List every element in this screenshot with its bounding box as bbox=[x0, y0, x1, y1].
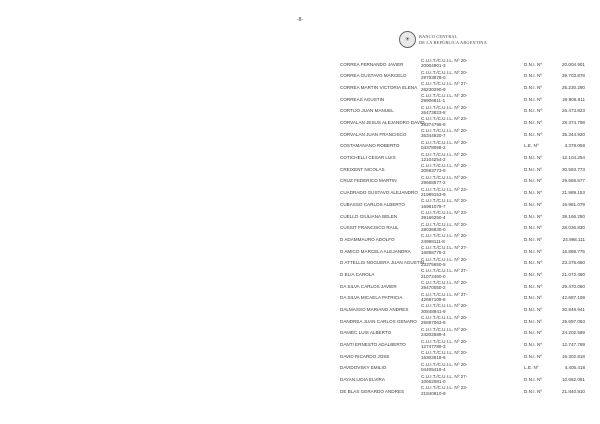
document-type: D.N.I. Nº bbox=[524, 283, 543, 289]
tax-id-label: C.U.I.T./C.U.I.L. Nº 20- bbox=[421, 326, 468, 332]
document-number: 21.840.810 bbox=[562, 388, 585, 394]
tax-id-value: 25697063-6 bbox=[421, 320, 446, 326]
person-name: COSTAMANANO ROBERTO bbox=[340, 143, 400, 149]
document-number: 21.072.460 bbox=[562, 271, 585, 277]
document-number: 26.473.823 bbox=[562, 108, 585, 114]
tax-id bbox=[421, 222, 481, 233]
document-type: D.N.I. Nº bbox=[524, 248, 543, 254]
document-number: 35.344.920 bbox=[562, 131, 585, 137]
tax-id-label: C.U.I.T./C.U.I.L. Nº 20- bbox=[421, 303, 468, 309]
tax-id-label: C.U.I.T./C.U.I.L. Nº 20- bbox=[421, 58, 468, 63]
document-number: 16.898.775 bbox=[562, 248, 585, 254]
person-name: DALMASSO MARIANO ANDRES bbox=[340, 307, 409, 313]
document-number: 29.703.878 bbox=[562, 73, 585, 79]
document-type: D.N.I. Nº bbox=[524, 225, 543, 231]
document-number: 42.687.109 bbox=[562, 295, 585, 301]
person-name: DANDREA JUAN CARLOS GENARO bbox=[340, 318, 417, 324]
person-name: DE BLAS GERARDO ANDRES bbox=[340, 388, 405, 394]
list-item bbox=[340, 257, 585, 269]
document-type: D.N.I. Nº bbox=[524, 131, 543, 137]
person-name: DANTI ERNESTO ADALBERTO bbox=[340, 342, 406, 348]
tax-id-value: 29470050-2 bbox=[421, 285, 446, 291]
list-item bbox=[340, 198, 585, 210]
tax-id-value: 29668577-2 bbox=[421, 180, 446, 186]
person-name: COTICHELLI CESAR LUIS bbox=[340, 155, 396, 161]
tax-id-label: C.U.I.T./C.U.I.L. Nº 27- bbox=[421, 291, 468, 297]
document-type: D.N.I. Nº bbox=[524, 377, 543, 383]
tax-id bbox=[421, 339, 481, 350]
list-item bbox=[340, 374, 585, 386]
tax-id-value: 42687109-8 bbox=[421, 297, 446, 303]
list-item bbox=[340, 70, 585, 82]
tax-id-label: C.U.I.T./C.U.I.L. Nº 20- bbox=[421, 221, 468, 227]
document-type: D.N.I. Nº bbox=[524, 73, 543, 79]
document-number: 4.405.418 bbox=[564, 365, 585, 371]
list-item bbox=[340, 140, 585, 152]
document-type: D.N.I. Nº bbox=[524, 236, 543, 242]
tax-id-label: C.U.I.T./C.U.I.L. Nº 27- bbox=[421, 268, 468, 274]
person-name: CUSSIT FRANCISCO RAUL bbox=[340, 225, 399, 231]
tax-id-label: C.U.I.T./C.U.I.L. Nº 20- bbox=[421, 69, 468, 75]
tax-id bbox=[421, 81, 481, 92]
document-number: 30.593.773 bbox=[562, 166, 585, 172]
tax-id-value: 21072460-0 bbox=[421, 273, 446, 279]
document-type: L.E. Nº bbox=[524, 365, 539, 371]
document-type: D.N.I. Nº bbox=[524, 213, 543, 219]
document-number: 23.375.650 bbox=[562, 260, 585, 266]
document-number: 29.668.577 bbox=[562, 178, 585, 184]
document-number: 28.374.798 bbox=[562, 120, 585, 126]
tax-id-label: C.U.I.T./C.U.I.L. Nº 20- bbox=[421, 256, 468, 262]
document-type: D.N.I. Nº bbox=[524, 84, 543, 90]
person-name: D AMICO MARCELA ALEJANDRA bbox=[340, 248, 411, 254]
document-number: 4.378.058 bbox=[564, 143, 585, 149]
person-name: CREIXENT NICOLAS bbox=[340, 166, 385, 172]
bank-name bbox=[419, 34, 487, 44]
person-name: CUADRADO GUSTAVO ALEJANDRO bbox=[340, 190, 418, 196]
tax-id bbox=[421, 210, 481, 221]
document-number: 28.036.830 bbox=[562, 225, 585, 231]
document-type: D.N.I. Nº bbox=[524, 295, 543, 301]
tax-id-label: C.U.I.T./C.U.I.L. Nº 27- bbox=[421, 245, 468, 250]
document-number: 12.747.789 bbox=[562, 342, 585, 348]
person-name: CORREA GUSTAVO MARCELO bbox=[340, 73, 407, 79]
document-type: D.N.I. Nº bbox=[524, 307, 543, 313]
list-item bbox=[340, 315, 585, 327]
list-item bbox=[340, 350, 585, 362]
document-number: 29.906.811 bbox=[562, 96, 585, 102]
tax-id-label: C.U.I.T./C.U.I.L. Nº 20- bbox=[421, 280, 468, 286]
list-item bbox=[340, 280, 585, 292]
tax-id-value: 28374798-9 bbox=[421, 121, 446, 127]
tax-id bbox=[421, 140, 481, 151]
list-item bbox=[340, 327, 585, 339]
tax-id-label: C.U.I.T./C.U.I.L. Nº 20- bbox=[421, 198, 468, 204]
tax-id-label: C.U.I.T./C.U.I.L. Nº 20- bbox=[421, 350, 468, 356]
document-number: 21.989.153 bbox=[562, 190, 585, 196]
tax-id bbox=[421, 292, 481, 303]
tax-id-label: C.U.I.T./C.U.I.L. Nº 20- bbox=[421, 233, 468, 239]
tax-id bbox=[421, 93, 481, 104]
person-list bbox=[340, 58, 585, 397]
tax-id-label: C.U.I.T./C.U.I.L. Nº 23- bbox=[421, 209, 468, 215]
document-type: D.N.I. Nº bbox=[524, 271, 543, 277]
tax-id-value: 16302818-6 bbox=[421, 355, 446, 361]
tax-id-value: 23375650-5 bbox=[421, 261, 446, 267]
tax-id-value: 29703878-0 bbox=[421, 74, 446, 80]
person-name: CORREA FERNANDO JAVIER bbox=[340, 61, 404, 67]
tax-id-value: 28036830-0 bbox=[421, 226, 446, 232]
tax-id-value: 26230290-9 bbox=[421, 86, 446, 92]
tax-id-label: C.U.I.T./C.U.I.L. Nº 23- bbox=[421, 186, 468, 192]
list-item bbox=[340, 210, 585, 222]
list-item bbox=[340, 268, 585, 280]
person-name: D ADAMMAURO ADOLFO bbox=[340, 236, 395, 242]
document-number: 26.230.290 bbox=[562, 84, 585, 90]
document-type: D.N.I. Nº bbox=[524, 260, 543, 266]
document-type: D.N.I. Nº bbox=[524, 318, 543, 324]
tax-id-value: 04405418-4 bbox=[421, 367, 446, 373]
list-item bbox=[340, 187, 585, 199]
tax-id-value: 16981079-7 bbox=[421, 203, 446, 209]
tax-id bbox=[421, 327, 481, 338]
tax-id-label: C.U.I.T./C.U.I.L. Nº 20- bbox=[421, 361, 468, 367]
tax-id bbox=[421, 128, 481, 139]
tax-id-label: C.U.I.T./C.U.I.L. Nº 20- bbox=[421, 128, 468, 134]
tax-id-value: 39166250-4 bbox=[421, 215, 446, 221]
person-name: DAYAN LIDIA ELVIRA bbox=[340, 377, 385, 383]
bank-logo bbox=[399, 31, 487, 48]
document-number: 20.004.901 bbox=[562, 61, 585, 67]
tax-id-value: 30848941-9 bbox=[421, 308, 446, 314]
list-item bbox=[340, 362, 585, 374]
list-item bbox=[340, 233, 585, 245]
document-number: 24.202.589 bbox=[562, 330, 585, 336]
tax-id-label: C.U.I.T./C.U.I.L. Nº 27- bbox=[421, 81, 468, 87]
document-type: D.N.I. Nº bbox=[524, 155, 543, 161]
tax-id bbox=[421, 350, 481, 361]
list-item bbox=[340, 58, 585, 70]
list-item bbox=[340, 245, 585, 257]
tax-id-label: C.U.I.T./C.U.I.L. Nº 20- bbox=[421, 151, 468, 157]
document-number: 24.998.111 bbox=[562, 236, 585, 242]
document-number: 12.104.254 bbox=[562, 155, 585, 161]
document-type: D.N.I. Nº bbox=[524, 178, 543, 184]
person-name: CORREAS AGUSTIN bbox=[340, 96, 385, 102]
list-item bbox=[340, 303, 585, 315]
document-type: D.N.I. Nº bbox=[524, 108, 543, 114]
list-item bbox=[340, 385, 585, 397]
tax-id-label: C.U.I.T./C.U.I.L. Nº 23- bbox=[421, 116, 468, 122]
document-number: 16.302.818 bbox=[562, 353, 585, 359]
document-number: 39.166.250 bbox=[562, 213, 585, 219]
tax-id bbox=[421, 303, 481, 314]
tax-id bbox=[421, 187, 481, 198]
tax-id-value: 29906811-1 bbox=[421, 98, 446, 104]
person-name: D ATTELLIS NOGUERA JUAN AGUSTIN bbox=[340, 260, 425, 266]
person-name: DAVIDOVSKY EMILIO bbox=[340, 365, 387, 371]
document-number: 16.981.079 bbox=[562, 201, 585, 207]
document-type: D.N.I. Nº bbox=[524, 330, 543, 336]
list-item bbox=[340, 152, 585, 164]
list-item bbox=[340, 292, 585, 304]
list-item bbox=[340, 128, 585, 140]
tax-id-value: 21989153-9 bbox=[421, 191, 446, 197]
bank-name-line2: DE LA REPÚBLICA ARGENTINA bbox=[419, 39, 487, 45]
tax-id bbox=[421, 362, 481, 373]
tax-id bbox=[421, 175, 481, 186]
tax-id bbox=[421, 315, 481, 326]
document-number: 30.848.941 bbox=[562, 307, 585, 313]
tax-id bbox=[421, 385, 481, 396]
tax-id-value: 21840810-9 bbox=[421, 390, 446, 396]
person-name: CUBASSO CARLOS ALBERTO bbox=[340, 201, 405, 207]
tax-id-label: C.U.I.T./C.U.I.L. Nº 20- bbox=[421, 315, 468, 321]
tax-id-value: 24202589-4 bbox=[421, 332, 446, 338]
tax-id-value: 04378058-2 bbox=[421, 145, 446, 151]
document-type: L.E. Nº bbox=[524, 143, 539, 149]
tax-id bbox=[421, 245, 481, 256]
tax-id-value: 24998111-8 bbox=[421, 238, 445, 244]
document-type: D.N.I. Nº bbox=[524, 388, 543, 394]
document-type: D.N.I. Nº bbox=[524, 120, 543, 126]
document-type: D.N.I. Nº bbox=[524, 166, 543, 172]
tax-id bbox=[421, 257, 481, 268]
list-item bbox=[340, 222, 585, 234]
tax-id bbox=[421, 268, 481, 279]
person-name: CORREA MARTIN VICTORIA ELENA bbox=[340, 84, 418, 90]
tax-id bbox=[421, 116, 481, 127]
person-name: DA SILVA CARLOS JAVIER bbox=[340, 283, 397, 289]
tax-id bbox=[421, 70, 481, 81]
document-type: D.N.I. Nº bbox=[524, 96, 543, 102]
page-number: -8- bbox=[296, 17, 304, 23]
tax-id bbox=[421, 198, 481, 209]
list-item bbox=[340, 163, 585, 175]
person-name: DANIEC LUIS ALBERTO bbox=[340, 330, 392, 336]
person-name: CORVALAN JUAN FRANCISCO bbox=[340, 131, 407, 137]
tax-id-value: 10662081-0 bbox=[421, 378, 446, 384]
person-name: D ELIA CAROLA bbox=[340, 271, 375, 277]
person-name: CUELLO GIULIANA BELEN bbox=[340, 213, 398, 219]
tax-id-label: C.U.I.T./C.U.I.L. Nº 27- bbox=[421, 373, 468, 379]
document-type: D.N.I. Nº bbox=[524, 201, 543, 207]
tax-id bbox=[421, 280, 481, 291]
document-type: D.N.I. Nº bbox=[524, 190, 543, 196]
tax-id-label: C.U.I.T./C.U.I.L. Nº 23- bbox=[421, 385, 468, 391]
tax-id bbox=[421, 58, 481, 69]
document-number: 10.662.081 bbox=[562, 377, 585, 383]
person-name: DAVID RICARDO JOSE bbox=[340, 353, 390, 359]
tax-id-label: C.U.I.T./C.U.I.L. Nº 20- bbox=[421, 338, 468, 344]
tax-id-label: C.U.I.T./C.U.I.L. Nº 20- bbox=[421, 174, 468, 180]
tax-id bbox=[421, 374, 481, 385]
tax-id-value: 20004901-3 bbox=[421, 63, 446, 69]
list-item bbox=[340, 81, 585, 93]
tax-id-label: C.U.I.T./C.U.I.L. Nº 20- bbox=[421, 139, 468, 145]
person-name: CORTIJO JUAN MANUEL bbox=[340, 108, 394, 114]
list-item bbox=[340, 339, 585, 351]
tax-id bbox=[421, 152, 481, 163]
tax-id-value: 30593773-9 bbox=[421, 168, 446, 174]
seal-icon: ☀ bbox=[399, 31, 416, 48]
document-type: D.N.I. Nº bbox=[524, 342, 543, 348]
list-item bbox=[340, 116, 585, 128]
list-item bbox=[340, 105, 585, 117]
bank-name-line1: BANCO CENTRAL bbox=[419, 34, 458, 40]
list-item bbox=[340, 175, 585, 187]
tax-id-label: C.U.I.T./C.U.I.L. Nº 20- bbox=[421, 93, 468, 99]
list-item bbox=[340, 93, 585, 105]
tax-id-label: C.U.I.T./C.U.I.L. Nº 20- bbox=[421, 104, 468, 110]
document-type: D.N.I. Nº bbox=[524, 353, 543, 359]
tax-id-value: 35344920-7 bbox=[421, 133, 446, 139]
person-name: CRUZ FEDERICO MARTIN bbox=[340, 178, 397, 184]
tax-id bbox=[421, 233, 481, 244]
tax-id bbox=[421, 163, 481, 174]
tax-id-value: 26473823-8 bbox=[421, 110, 446, 116]
person-name: CORVALAN JESUS ALEJANDRO DAVID bbox=[340, 120, 425, 126]
tax-id-value: 16898775-2 bbox=[421, 250, 446, 256]
document-number: 29.470.050 bbox=[562, 283, 585, 289]
tax-id-label: C.U.I.T./C.U.I.L. Nº 20- bbox=[421, 163, 468, 169]
tax-id-value: 12104254-2 bbox=[421, 156, 446, 162]
tax-id-value: 12747789-3 bbox=[421, 343, 446, 349]
person-name: DA SILVA MICAELA PATRICIA bbox=[340, 295, 403, 301]
tax-id bbox=[421, 105, 481, 116]
document-type: D.N.I. Nº bbox=[524, 61, 543, 67]
document-number: 25.697.063 bbox=[562, 318, 585, 324]
